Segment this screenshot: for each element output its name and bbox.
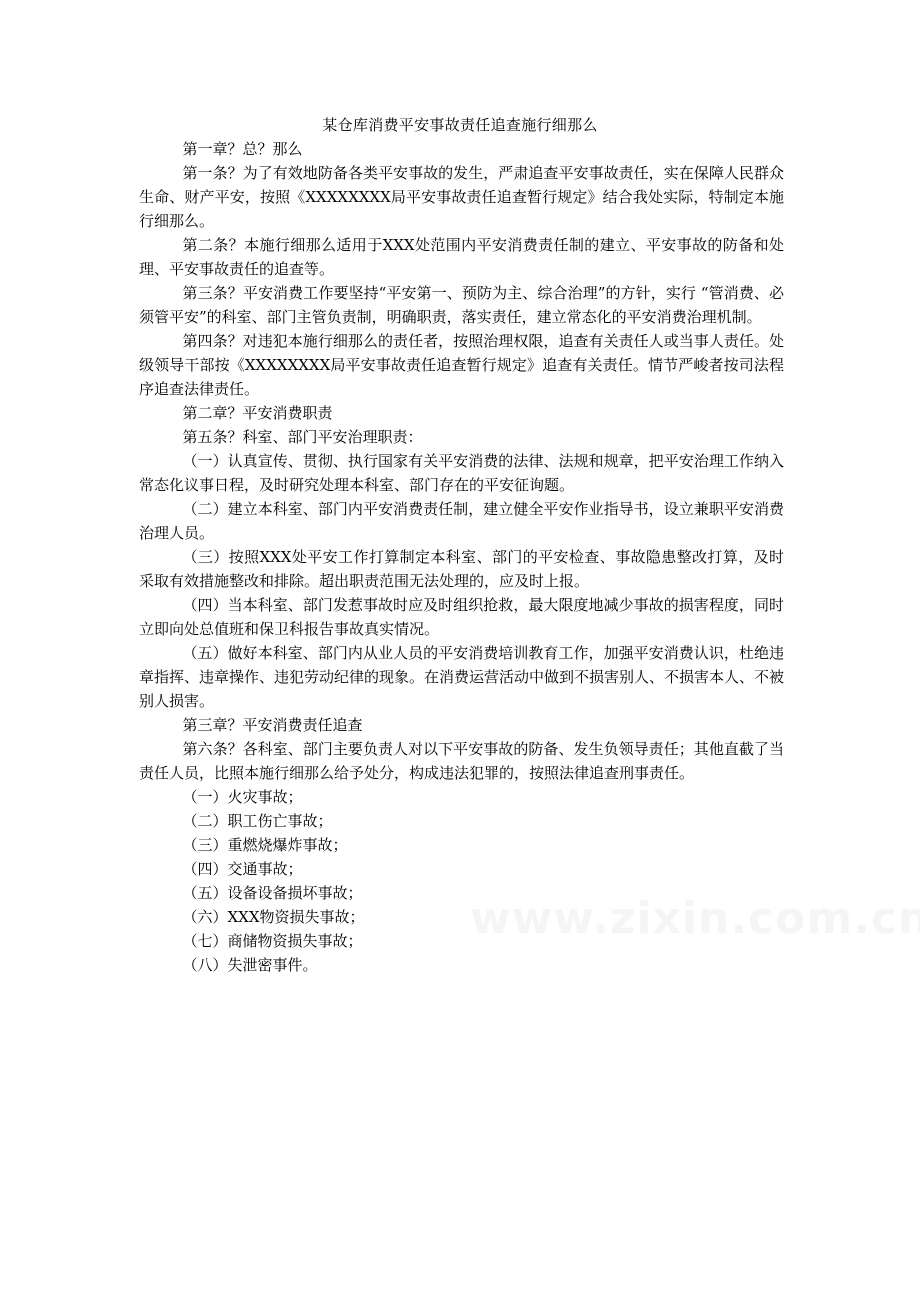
article-paragraph: 第三条？平安消费工作要坚持“平安第一、预防为主、综合治理”的方针，实行 “管消费、必须管平安”的科室、部门主管负责制，明确职责，落实责任，建立常态化的平安消费治理机制。 [139,284,784,326]
watermark-text [470,893,920,944]
article-paragraph: 第五条？科室、部门平安治理职责： [182,428,423,446]
article-paragraph: 第二条？本施行细那么适用于XXX处范围内平安消费责任制的建立、平安事故的防备和处理、平安事故责任的追查等。 [139,236,784,278]
chapter-heading: 第三章？平安消费责任追查 [182,716,363,734]
clause-paragraph: （五）做好本科室、部门内从业人员的平安消费培训教育工作，加强平安消费认识，杜绝违章指挥、违章操作、违犯劳动纪律的现象。在消费运营活动中做到不损害别人、不损害本人、不被别人损害。 [139,644,785,710]
article-paragraph: 第四条？对违犯本施行细那么的责任者，按照治理权限，追查有关责任人或当事人责任。处级领导干部按《XXXXXXXX局平安事故责任追查暂行规定》追查有关责任。情节严峻者按司法程序追查法律责任。 [139,332,784,398]
chapter-heading: 第一章？总？那么 [182,140,303,158]
clause-paragraph: （四）当本科室、部门发惹事故时应及时组织抢救，最大限度地减少事故的损害程度，同时立即向处总值班和保卫科报告事故真实情况。 [139,596,784,638]
document-body [139,137,784,977]
clause-paragraph: （一）认真宣传、贯彻、执行国家有关平安消费的法律、法规和规章，把平安治理工作纳入常态化议事日程，及时研究处理本科室、部门存在的平安征询题。 [139,452,784,494]
list-item: （二）职工伤亡事故； [182,812,333,830]
list-item: （六）XXX物资损失事故； [182,908,365,926]
list-item: （七）商储物资损失事故； [182,932,363,950]
list-item: （三）重燃烧爆炸事故； [182,836,348,854]
chapter-heading: 第二章？平安消费职责 [182,404,333,422]
article-paragraph: 第一条？为了有效地防备各类平安事故的发生，严肃追查平安事故责任，实在保障人民群众生命、财产平安，按照《XXXXXXXX局平安事故责任追查暂行规定》结合我处实际，特制定本施行细那么。 [139,164,784,230]
clause-paragraph: （二）建立本科室、部门内平安消费责任制，建立健全平安作业指导书，设立兼职平安消费治理人员。 [139,500,784,542]
article-paragraph: 第六条？各科室、部门主要负责人对以下平安事故的防备、发生负领导责任；其他直截了当责任人员，比照本施行细那么给予处分，构成违法犯罪的，按照法律追查刑事责任。 [139,740,784,782]
document-title: 某仓库消费平安事故责任追查施行细那么 [322,116,598,134]
list-item: （五）设备设备损坏事故； [182,884,363,902]
list-item: （一）火灾事故； [182,788,303,806]
list-item: （四）交通事故； [182,860,303,878]
list-item: （八）失泄密事件。 [182,956,318,974]
clause-paragraph: （三）按照XXX处平安工作打算制定本科室、部门的平安检查、事故隐患整改打算，及时采取有效措施整改和排除。超出职责范围无法处理的，应及时上报。 [139,548,784,590]
